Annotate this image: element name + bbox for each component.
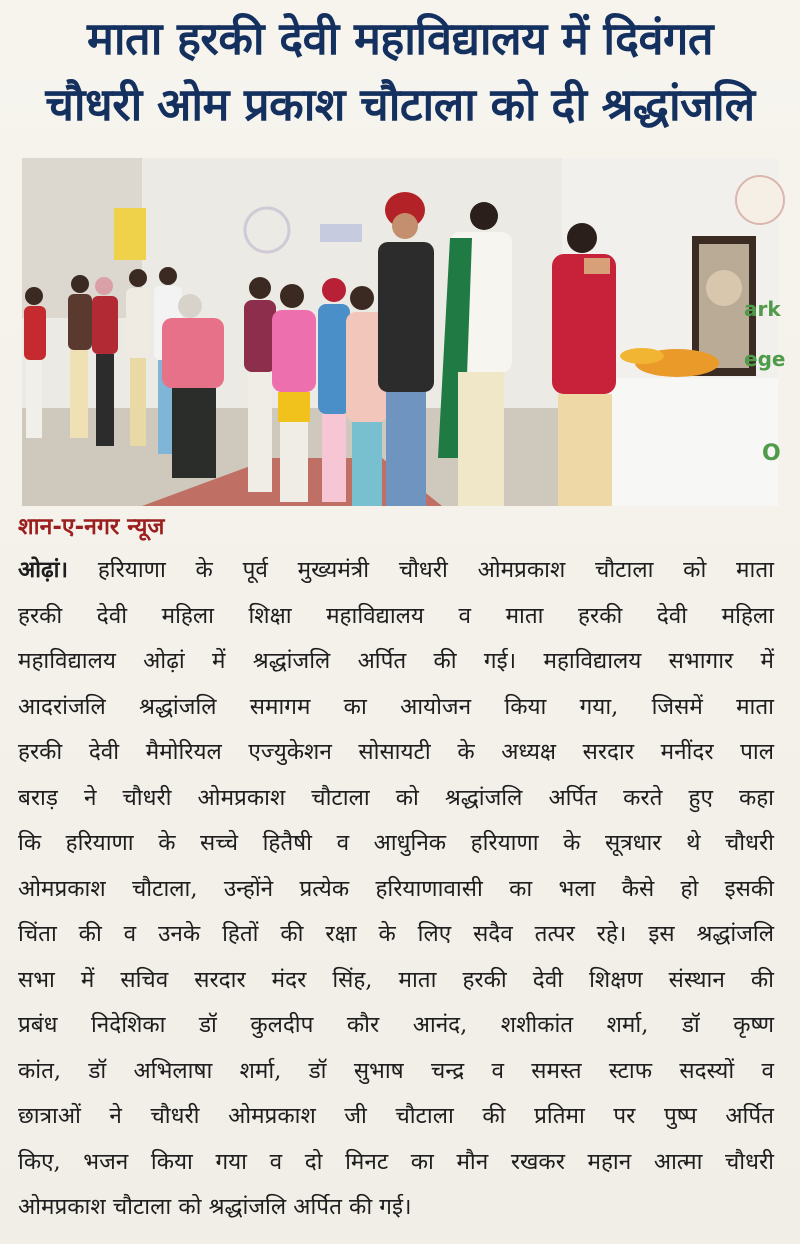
tribute-ceremony-photo	[22, 158, 786, 506]
article-line-2: हरकी देवी महिला शिक्षा महाविद्यालय व माता हरकी देवी महिला	[18, 602, 774, 629]
dateline: ओढ़ां।	[18, 557, 69, 583]
article-line-15: ओमप्रकाश चौटाला को श्रद्धांजलि अर्पित की गई।	[18, 1194, 412, 1220]
article-line-1	[18, 548, 774, 594]
wall-sign-text-2: ege	[744, 347, 786, 371]
article-body	[18, 548, 774, 1231]
article-line-5: हरकी देवी मैमोरियल एज्युकेशन सोसायटी के अध्यक्ष सरदार मनींदर पाल	[18, 739, 774, 765]
article-line-4: आदरांजलि श्रद्धांजलि समागम का आयोजन किया गया, जिसमें माता	[18, 693, 774, 720]
wall-sign-text-3: O	[762, 441, 781, 466]
article-line-11: प्रबंध निदेशिका डॉ कुलदीप कौर आनंद, शशीकांत शर्मा, डॉ कृष्ण	[18, 1012, 774, 1038]
headline	[0, 6, 800, 138]
article-line-8: ओमप्रकाश चौटाला, उन्होंने प्रत्येक हरियाणावासी का भला कैसे हो इसकी	[18, 875, 774, 902]
article-line-9: चिंता की व उनके हितों की रक्षा के लिए सदैव तत्पर रहे। इस श्रद्धांजलि	[18, 921, 774, 947]
wall-sign-text-1: ark	[744, 297, 781, 321]
article-line-10: सभा में सचिव सरदार मंदर सिंह, माता हरकी देवी शिक्षण संस्थान की	[18, 966, 774, 993]
byline: शान-ए-नगर न्यूज	[18, 514, 165, 540]
headline-line-2: चौधरी ओम प्रकाश चौटाला को दी श्रद्धांजलि	[45, 78, 755, 131]
article-line-1-text: हरियाणा के पूर्व मुख्यमंत्री चौधरी ओमप्रकाश चौटाला को माता	[68, 557, 774, 583]
article-line-14: किए, भजन किया गया व दो मिनट का मौन रखकर महान आत्मा चौधरी	[18, 1148, 774, 1175]
article-line-3: महाविद्यालय ओढ़ां में श्रद्धांजलि अर्पित की गई। महाविद्यालय सभागार में	[18, 648, 774, 674]
article-line-7: कि हरियाणा के सच्चे हितैषी व आधुनिक हरियाणा के सूत्रधार थे चौधरी	[18, 830, 774, 856]
news-photo	[22, 158, 786, 506]
headline-line-1: माता हरकी देवी महाविद्यालय में दिवंगत	[86, 12, 713, 65]
article-line-13: छात्राओं ने चौधरी ओमप्रकाश जी चौटाला की प्रतिमा पर पुष्प अर्पित	[18, 1103, 774, 1129]
article-line-12: कांत, डॉ अभिलाषा शर्मा, डॉ सुभाष चन्द्र व समस्त स्टाफ सदस्यों व	[18, 1057, 774, 1084]
article-line-6: बराड़ ने चौधरी ओमप्रकाश चौटाला को श्रद्धांजलि अर्पित करते हुए कहा	[18, 784, 774, 811]
